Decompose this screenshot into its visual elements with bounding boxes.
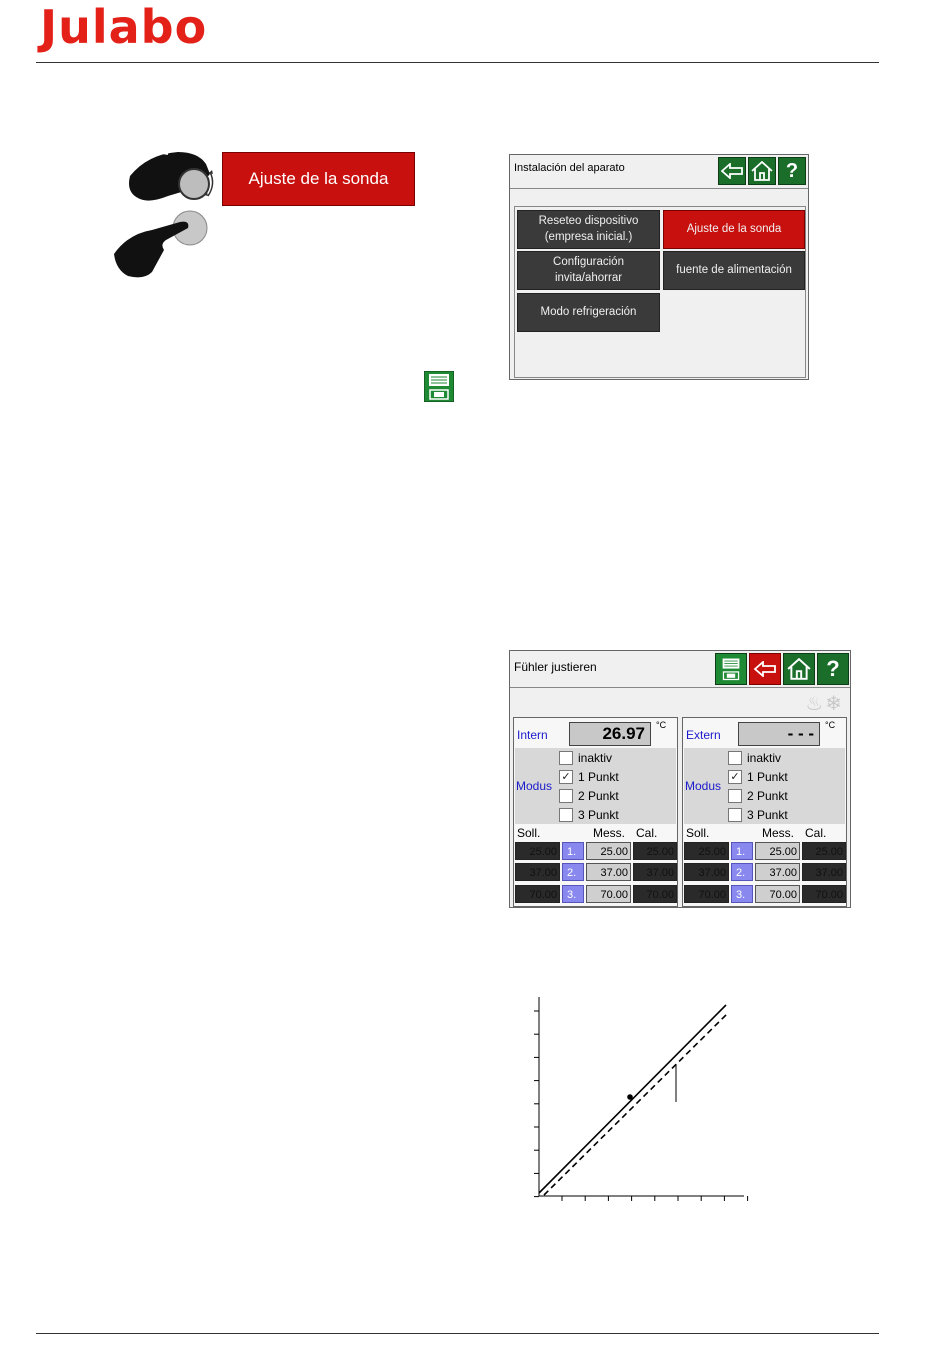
mess-header: Mess. bbox=[593, 826, 626, 840]
point-index: 1. bbox=[562, 842, 584, 860]
modus-label: Modus bbox=[685, 779, 722, 793]
cooling-mode-button[interactable]: Modo refrigeración bbox=[517, 293, 660, 332]
press-hand-icon bbox=[114, 211, 207, 277]
checkbox[interactable] bbox=[559, 808, 573, 822]
option-inaktiv[interactable] bbox=[728, 751, 781, 765]
option-1-punkt[interactable] bbox=[728, 770, 788, 784]
screen-title: Fühler justieren bbox=[514, 660, 597, 674]
heat-cool-mode-icon: ♨❄ bbox=[805, 693, 844, 715]
setup-menu-panel bbox=[514, 206, 806, 378]
checkbox[interactable] bbox=[728, 789, 742, 803]
back-arrow-icon bbox=[721, 163, 743, 179]
soll-header: Soll. bbox=[517, 826, 541, 840]
option-label: 3 Punkt bbox=[747, 808, 788, 822]
back-arrow-icon bbox=[753, 661, 777, 677]
hands-illustration bbox=[108, 146, 220, 282]
checkbox-checked[interactable]: ✓ bbox=[559, 770, 573, 784]
option-3-punkt[interactable] bbox=[728, 808, 788, 822]
home-icon bbox=[751, 161, 773, 181]
mess-cell[interactable]: 37.00 bbox=[586, 863, 631, 881]
modus-label: Modus bbox=[516, 779, 553, 793]
option-label: 2 Punkt bbox=[578, 789, 619, 803]
config-save-button[interactable]: Configuración invita/ahorrar bbox=[517, 251, 660, 290]
home-icon bbox=[787, 658, 811, 680]
option-1-punkt[interactable] bbox=[559, 770, 619, 784]
device-setup-screen bbox=[509, 154, 809, 380]
point-index: 2. bbox=[731, 863, 753, 881]
cal-cell[interactable]: 37.00 bbox=[633, 863, 677, 881]
soll-cell[interactable]: 70.00 bbox=[684, 885, 729, 903]
point-index: 1. bbox=[731, 842, 753, 860]
external-probe-panel bbox=[682, 717, 847, 907]
cal-cell[interactable]: 70.00 bbox=[802, 885, 846, 903]
dashed-line bbox=[544, 1013, 728, 1195]
soll-cell[interactable]: 25.00 bbox=[684, 842, 729, 860]
solid-line bbox=[539, 1005, 726, 1193]
mess-cell[interactable]: 70.00 bbox=[755, 885, 800, 903]
header-rule bbox=[36, 62, 879, 63]
mess-cell[interactable]: 25.00 bbox=[586, 842, 631, 860]
checkbox-checked[interactable]: ✓ bbox=[728, 770, 742, 784]
calibration-point bbox=[627, 1094, 633, 1100]
power-supply-button[interactable]: fuente de alimentación bbox=[663, 251, 805, 290]
external-label: Extern bbox=[686, 728, 721, 742]
back-button[interactable] bbox=[718, 157, 746, 185]
probe-adjust-button[interactable]: Ajuste de la sonda bbox=[663, 210, 805, 249]
internal-unit: °C bbox=[656, 720, 667, 730]
soll-cell[interactable]: 70.00 bbox=[515, 885, 560, 903]
mess-cell[interactable]: 25.00 bbox=[755, 842, 800, 860]
help-button[interactable] bbox=[817, 653, 849, 685]
soll-cell[interactable]: 37.00 bbox=[515, 863, 560, 881]
checkbox[interactable] bbox=[728, 751, 742, 765]
cal-header: Cal. bbox=[805, 826, 827, 840]
calibration-graph bbox=[530, 995, 750, 1205]
external-unit: °C bbox=[825, 720, 836, 730]
help-icon: ? bbox=[785, 159, 799, 182]
option-inaktiv[interactable] bbox=[559, 751, 612, 765]
option-label: 2 Punkt bbox=[747, 789, 788, 803]
home-button[interactable] bbox=[783, 653, 815, 685]
mess-cell[interactable]: 70.00 bbox=[586, 885, 631, 903]
option-2-punkt[interactable] bbox=[728, 789, 788, 803]
mess-header: Mess. bbox=[762, 826, 795, 840]
internal-probe-panel bbox=[513, 717, 678, 907]
title-divider bbox=[510, 687, 850, 688]
cal-cell[interactable]: 25.00 bbox=[633, 842, 677, 860]
option-label: inaktiv bbox=[747, 751, 782, 765]
option-label: inaktiv bbox=[578, 751, 613, 765]
soll-cell[interactable]: 25.00 bbox=[515, 842, 560, 860]
julabo-logo: Julabo bbox=[40, 0, 208, 54]
option-label: 3 Punkt bbox=[578, 808, 619, 822]
soll-header: Soll. bbox=[686, 826, 710, 840]
option-3-punkt[interactable] bbox=[559, 808, 619, 822]
title-divider bbox=[510, 188, 808, 189]
checkbox[interactable] bbox=[728, 808, 742, 822]
rotary-knob-hand-icon bbox=[129, 152, 213, 201]
cal-header: Cal. bbox=[636, 826, 658, 840]
option-label: 1 Punkt bbox=[578, 770, 619, 784]
point-index: 3. bbox=[731, 885, 753, 903]
back-button[interactable] bbox=[749, 653, 781, 685]
cal-cell[interactable]: 37.00 bbox=[802, 863, 846, 881]
help-icon: ? bbox=[826, 656, 840, 681]
home-button[interactable] bbox=[748, 157, 776, 185]
internal-value: 26.97 bbox=[569, 722, 651, 746]
checkbox[interactable] bbox=[559, 789, 573, 803]
probe-adjust-button-illustration[interactable]: Ajuste de la sonda bbox=[222, 152, 415, 206]
probe-adjust-screen bbox=[509, 650, 851, 908]
mess-cell[interactable]: 37.00 bbox=[755, 863, 800, 881]
option-2-punkt[interactable] bbox=[559, 789, 619, 803]
save-icon[interactable] bbox=[424, 371, 454, 402]
footer-rule bbox=[36, 1333, 879, 1334]
external-value: - - - bbox=[738, 722, 820, 746]
reset-device-button[interactable]: Reseteo dispositivo (empresa inicial.) bbox=[517, 210, 660, 249]
save-icon bbox=[718, 656, 744, 682]
save-button[interactable] bbox=[715, 653, 747, 685]
cal-cell[interactable]: 25.00 bbox=[802, 842, 846, 860]
cal-cell[interactable]: 70.00 bbox=[633, 885, 677, 903]
point-index: 2. bbox=[562, 863, 584, 881]
screen-title: Instalación del aparato bbox=[514, 162, 625, 174]
soll-cell[interactable]: 37.00 bbox=[684, 863, 729, 881]
internal-label: Intern bbox=[517, 728, 548, 742]
help-button[interactable] bbox=[778, 157, 806, 185]
checkbox[interactable] bbox=[559, 751, 573, 765]
point-index: 3. bbox=[562, 885, 584, 903]
option-label: 1 Punkt bbox=[747, 770, 788, 784]
